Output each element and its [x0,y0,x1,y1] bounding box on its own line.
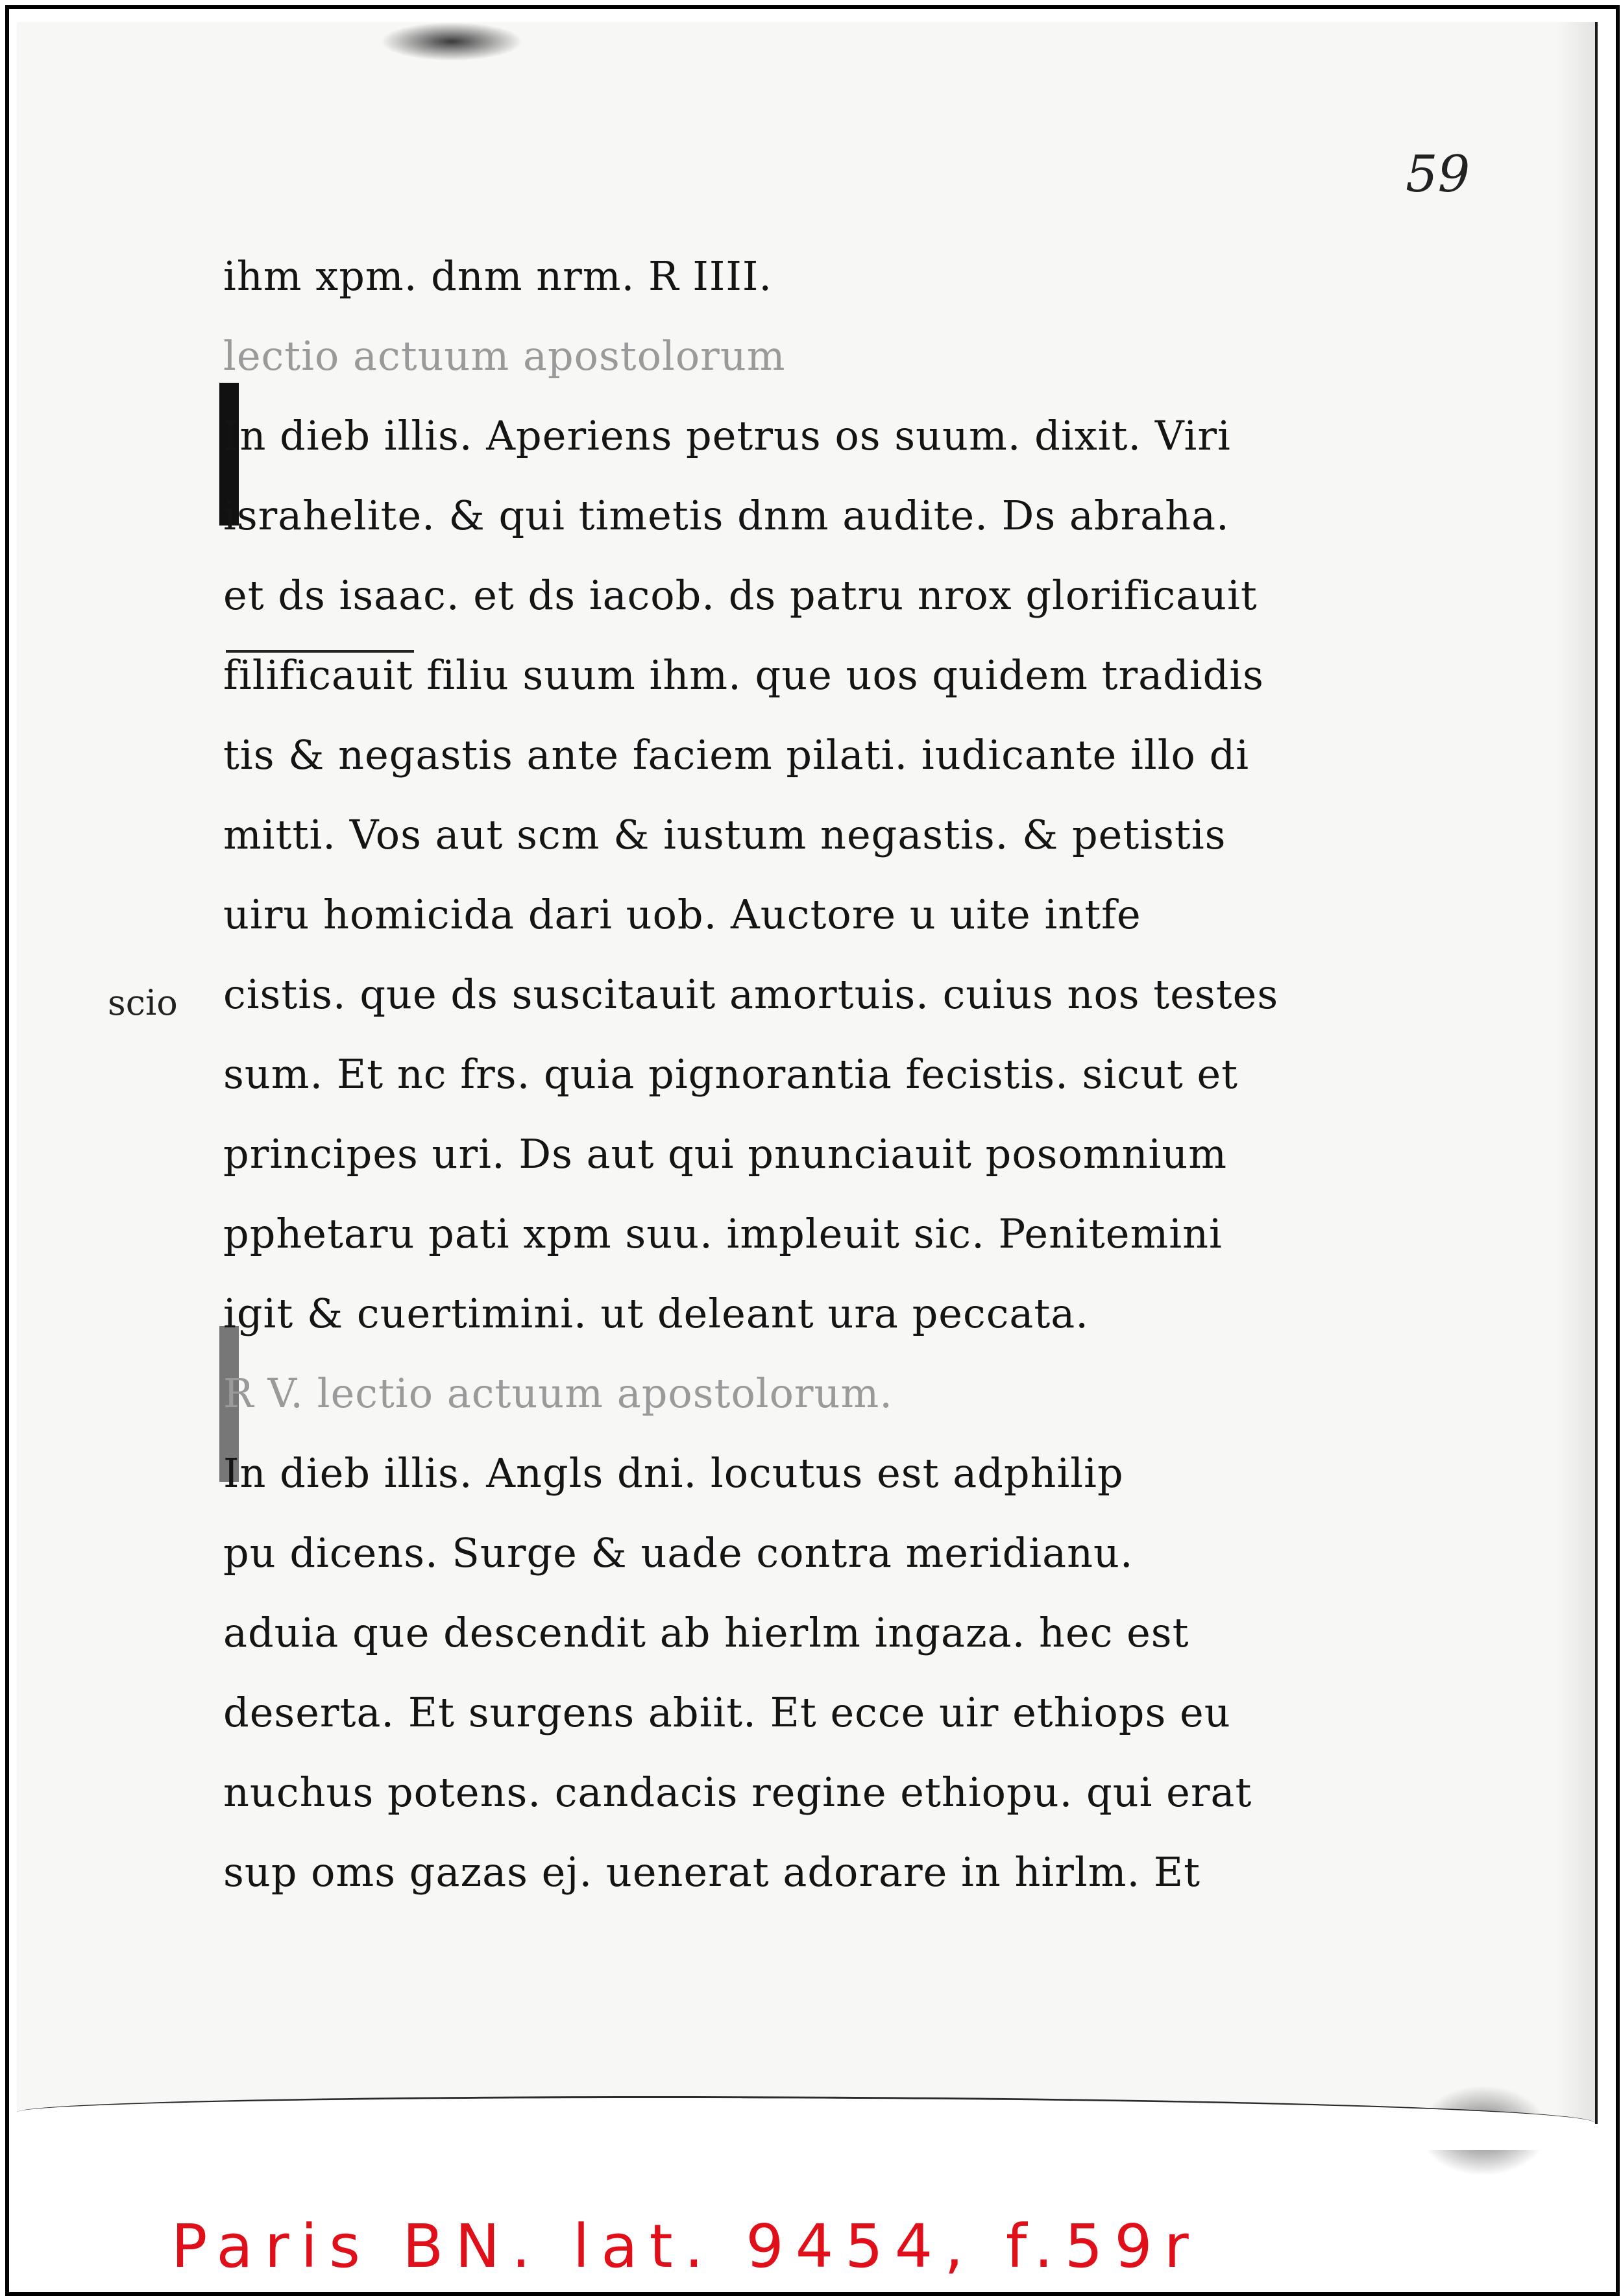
text-line: principes uri. Ds aut qui pnunciauit posomnium [223,1130,1228,1178]
text-line: In dieb illis. Aperiens petrus os suum. dixit. Viri [223,412,1231,459]
text-line: filificauit filiu suum ihm. que uos quidem tradidis [223,651,1264,699]
text-line: igit & cuertimini. ut deleant ura peccata. [223,1290,1089,1337]
text-line: nuchus potens. candacis regine ethiopu. qui erat [223,1769,1252,1816]
leaf-edge-shadow [1556,22,1595,2124]
manuscript-text-block [223,236,1279,1912]
text-line: aduia que descendit ab hierlm ingaza. hec est [223,1609,1189,1656]
text-line: uiru homicida dari uob. Auctore u uite intfe [223,891,1141,938]
text-line: pphetaru pati xpm suu. impleuit sic. Penitemini [223,1210,1223,1257]
photo-frame [5,5,1620,2296]
text-line: In dieb illis. Angls dni. locutus est adphilip [223,1449,1124,1497]
torn-bottom-edge [17,2096,1595,2150]
text-line: ihm xpm. dnm nrm. R IIII. [223,252,773,300]
text-line: et ds isaac. et ds iacob. ds patru nrox glorificauit [223,572,1258,619]
text-line: sup oms gazas ej. uenerat adorare in hirlm. Et [223,1848,1201,1896]
text-line: deserta. Et surgens abiit. Et ecce uir ethiops eu [223,1689,1231,1736]
text-line: pu dicens. Surge & uade contra meridianu. [223,1529,1134,1577]
text-line: lectio actuum apostolorum [223,332,786,380]
manuscript-leaf [17,22,1598,2124]
text-line: mitti. Vos aut scm & iustum negastis. & petistis [223,811,1226,858]
margin-note: scio [108,982,178,1023]
text-line: R V. lectio actuum apostolorum. [223,1370,893,1417]
shelfmark-annotation: Paris BN. lat. 9454, f.59r [171,2212,1201,2281]
folio-number: 59 [1406,145,1470,204]
text-line: tis & negastis ante faciem pilati. iudicante illo di [223,731,1250,779]
text-line: israhelite. & qui timetis dnm audite. Ds abraha. [223,492,1230,539]
text-line: cistis. que ds suscitauit amortuis. cuius nos testes [223,971,1279,1018]
text-line: sum. Et nc frs. quia pignorantia fecistis. sicut et [223,1050,1239,1098]
top-stain [380,22,523,61]
